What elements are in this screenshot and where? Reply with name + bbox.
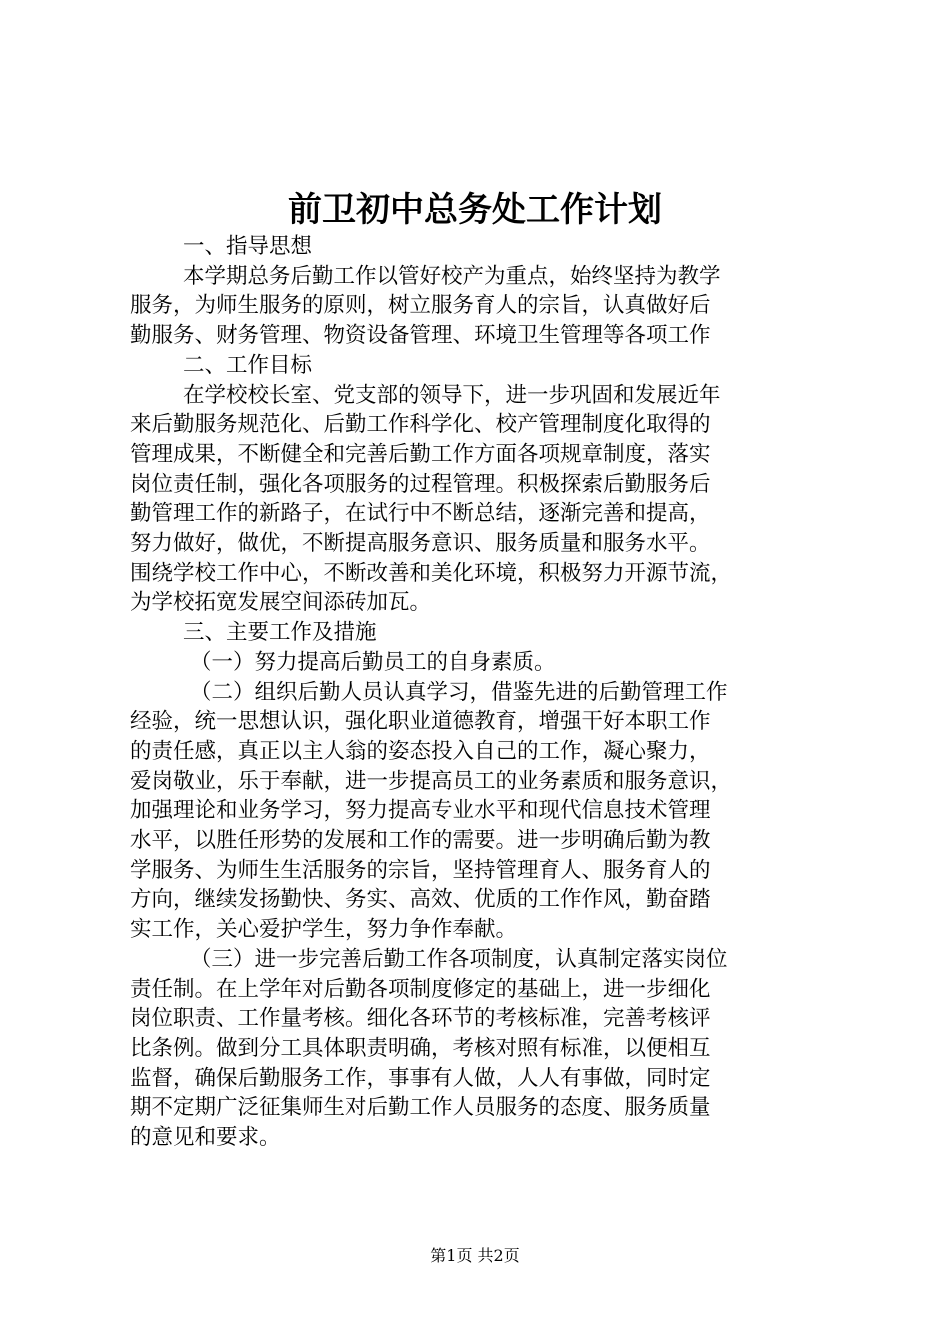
paragraph-line: 在学校校长室、党支部的领导下，进一步巩固和发展近年 <box>183 382 721 408</box>
paragraph-line: 加强理论和业务学习，努力提高专业水平和现代信息技术管理 <box>130 798 711 824</box>
paragraph-line: （二）组织后勤人员认真学习，借鉴先进的后勤管理工作 <box>190 679 728 705</box>
paragraph-line: 勤管理工作的新路子，在试行中不断总结，逐渐完善和提高， <box>130 501 711 527</box>
paragraph-line: 岗位职责、工作量考核。细化各环节的考核标准，完善考核评 <box>130 1006 711 1032</box>
section-heading: 一、指导思想 <box>183 234 313 259</box>
section-heading: 二、工作目标 <box>183 352 313 378</box>
paragraph-line: 围绕学校工作中心，不断改善和美化环境，积极努力开源节流， <box>130 560 733 586</box>
paragraph-line: 学服务、为师生生活服务的宗旨，坚持管理育人、服务育人的 <box>130 857 711 883</box>
document-title: 前卫初中总务处工作计划 <box>288 190 662 230</box>
paragraph-line: 的责任感，真正以主人翁的姿态投入自己的工作，凝心聚力， <box>130 738 711 764</box>
paragraph-line: 比条例。做到分工具体职责明确，考核对照有标准，以便相互 <box>130 1035 711 1061</box>
paragraph-line: 责任制。在上学年对后勤各项制度修定的基础上，进一步细化 <box>130 976 711 1002</box>
paragraph-line: 爱岗敬业，乐于奉献，进一步提高员工的业务素质和服务意识， <box>130 768 733 794</box>
paragraph-line: 为学校拓宽发展空间添砖加瓦。 <box>130 590 432 616</box>
paragraph-line: 经验，统一思想认识，强化职业道德教育，增强干好本职工作 <box>130 709 711 735</box>
paragraph-line: 监督，确保后勤服务工作，事事有人做，人人有事做，同时定 <box>130 1065 711 1091</box>
paragraph-line: （三）进一步完善后勤工作各项制度，认真制定落实岗位 <box>190 946 728 972</box>
paragraph-line: 管理成果，不断健全和完善后勤工作方面各项规章制度，落实 <box>130 441 711 467</box>
paragraph-line: 勤服务、财务管理、物资设备管理、环境卫生管理等各项工作 <box>130 323 711 349</box>
document-body <box>130 232 830 1153</box>
subsection-heading: （一）努力提高后勤员工的自身素质。 <box>190 649 556 675</box>
paragraph-line: 本学期总务后勤工作以管好校产为重点，始终坚持为教学 <box>183 263 721 289</box>
paragraph-line: 来后勤服务规范化、后勤工作科学化、校产管理制度化取得的 <box>130 412 711 438</box>
paragraph-line: 方向，继续发扬勤快、务实、高效、优质的工作作风，勤奋踏 <box>130 887 711 913</box>
paragraph-line: 努力做好，做优，不断提高服务意识、服务质量和服务水平。 <box>130 531 711 557</box>
paragraph-line: 的意见和要求。 <box>130 1125 281 1151</box>
paragraph-line: 服务，为师生服务的原则，树立服务育人的宗旨，认真做好后 <box>130 293 711 319</box>
section-heading: 三、主要工作及措施 <box>183 620 377 646</box>
paragraph-line: 期不定期广泛征集师生对后勤工作人员服务的态度、服务质量 <box>130 1095 711 1121</box>
paragraph-line: 岗位责任制，强化各项服务的过程管理。积极探索后勤服务后 <box>130 471 711 497</box>
paragraph-line: 实工作，关心爱护学生，努力争作奉献。 <box>130 917 518 943</box>
paragraph-line: 水平，以胜任形势的发展和工作的需要。进一步明确后勤为教 <box>130 828 711 854</box>
page-footer: 第1页 共2页 <box>430 1246 520 1265</box>
